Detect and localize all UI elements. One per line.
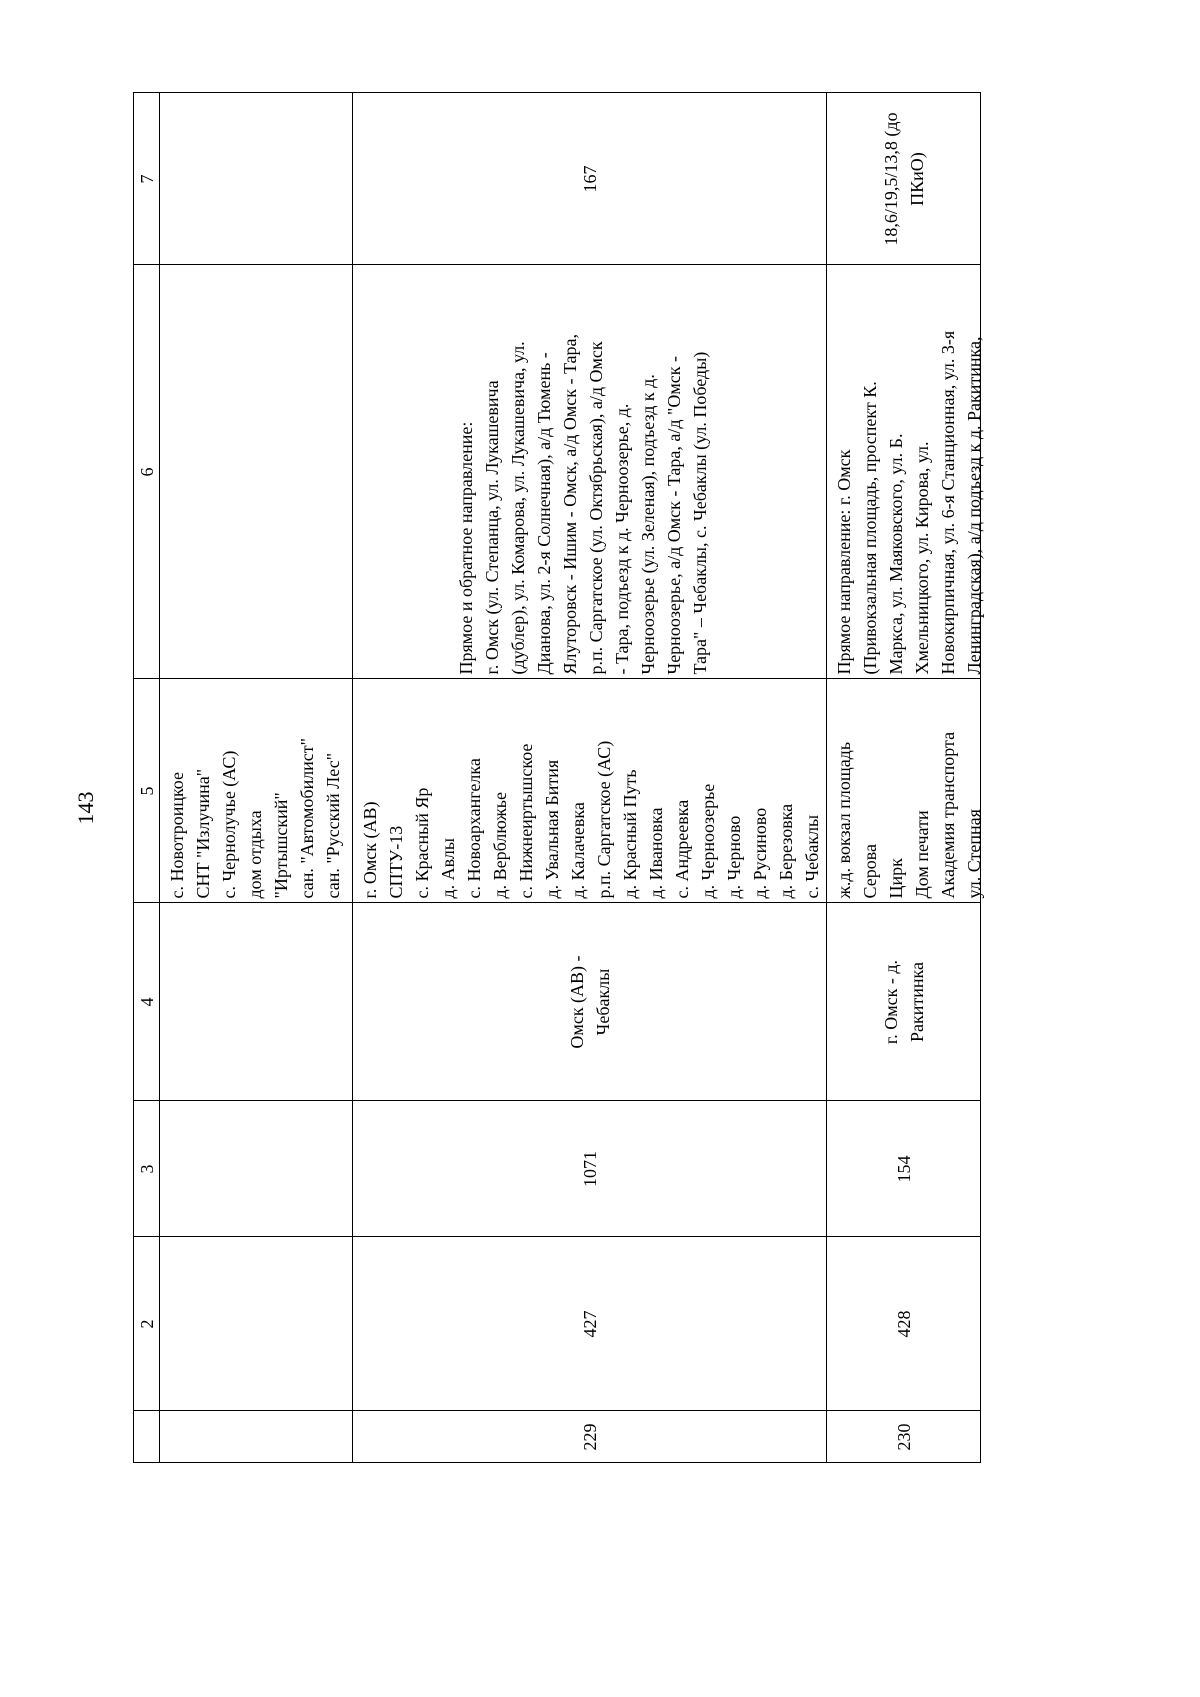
stop-name: д. Красный Путь	[620, 768, 640, 898]
num-text: 229	[579, 1423, 600, 1450]
cell-length	[827, 1101, 980, 1236]
cell-path	[353, 265, 826, 678]
cell-num	[827, 1411, 980, 1462]
stops-text	[831, 683, 987, 898]
header-cell	[134, 903, 159, 1100]
cell-route	[827, 1237, 980, 1410]
path-line: (дублер), ул. Комарова, ул. Лукашевича, ул.	[508, 340, 528, 674]
cell-interval	[160, 93, 352, 264]
stop-name: р.п. Саргатское (АС)	[594, 740, 614, 898]
stop-name: "Иртышский"	[271, 791, 291, 898]
stop-name: с. Новотроицкое	[167, 771, 187, 898]
cell-stops	[160, 679, 352, 902]
cell-interval	[353, 93, 826, 264]
name-line: г. Омск - д.	[880, 959, 901, 1044]
stop-name: Серова	[860, 843, 880, 898]
stop-name: д. Ивановка	[646, 806, 666, 898]
cell-path	[827, 265, 984, 678]
header-cell	[134, 93, 159, 264]
header-label: 4	[136, 997, 157, 1006]
name-line: Чебаклы	[592, 968, 613, 1035]
name-text	[564, 907, 616, 1096]
path-line: Маркса, ул. Маяковского, ул. Б.	[886, 433, 906, 674]
cell-length	[160, 1101, 352, 1236]
stop-name: с. Чебаклы	[802, 814, 822, 898]
stop-name: д. Авлы	[438, 837, 458, 898]
stop-name: сан. "Русский Лес"	[323, 752, 343, 898]
path-line: (Привокзальная площадь, проспект К.	[860, 380, 880, 674]
cell-path	[160, 265, 352, 678]
header-label: 6	[136, 467, 157, 476]
header-cell	[134, 679, 159, 902]
cell-name	[353, 903, 826, 1100]
header-label: 7	[136, 174, 157, 183]
path-line: Новокирпичная, ул. 6-я Станционная, ул. 3-я	[938, 330, 958, 674]
stop-name: д. Калачевка	[568, 801, 588, 898]
cell-num	[160, 1411, 352, 1462]
path-line: Хмельницкого, ул. Кирова, ул.	[912, 440, 932, 674]
header-label: 5	[136, 786, 157, 795]
path-line: Ленинградская), а/д подъезд к д. Ракитинка,	[964, 336, 984, 674]
interval-text: 167	[579, 165, 600, 192]
stop-name: сан. "Автомобилист"	[297, 737, 317, 898]
stop-name: д. Верблюжье	[490, 791, 510, 898]
header-cell	[134, 1237, 159, 1410]
header-cell	[134, 1101, 159, 1236]
name-line: Омск (АВ) -	[566, 954, 587, 1049]
stop-name: ул. Степная	[964, 808, 984, 898]
page-number-text: 143	[73, 791, 98, 825]
header-label: 2	[136, 1319, 157, 1328]
stops-text	[357, 683, 825, 898]
route-text: 428	[893, 1310, 914, 1337]
path-text	[453, 269, 713, 674]
path-line: Ялуторовск - Ишим - Омск, а/д Омск - Тара,	[560, 333, 580, 674]
stop-name: дом отдыха	[245, 809, 265, 898]
stop-name: д. Увальная Бития	[542, 759, 562, 898]
stop-name: ж.д. вокзал площадь	[834, 741, 854, 898]
cell-route	[353, 1237, 826, 1410]
stops-text	[164, 683, 346, 898]
stop-name: с. Нижнеиртышское	[516, 743, 536, 898]
cell-interval	[827, 93, 980, 264]
path-line: Прямое и обратное направление:	[456, 421, 476, 674]
name-text	[878, 907, 930, 1096]
name-line: Ракитинка	[906, 961, 927, 1042]
header-cell	[134, 265, 159, 678]
route-text: 427	[579, 1310, 600, 1337]
stop-name: с. Чернолучье (АС)	[219, 750, 239, 898]
path-line: Дианова, ул. 2-я Солнечная), а/д Тюмень -	[534, 351, 554, 674]
stop-name: д. Березовка	[776, 803, 796, 898]
cell-name	[160, 903, 352, 1100]
length-text: 154	[893, 1155, 914, 1182]
stop-name: с. Новоархангелка	[464, 757, 484, 898]
interval-line: ПКиО)	[906, 151, 927, 206]
cell-num	[353, 1411, 826, 1462]
header-cell	[134, 1411, 159, 1462]
cell-stops	[353, 679, 826, 902]
path-line: Черноозерье (ул. Зеленая), подъезд к д.	[638, 373, 658, 674]
cell-length	[353, 1101, 826, 1236]
path-line: - Тара, подъезд к д. Черноозерье, д.	[612, 403, 632, 674]
path-line: Прямое направление: г. Омск	[834, 449, 854, 674]
num-text: 230	[893, 1423, 914, 1450]
path-line: Черноозерье, а/д Омск - Тара, а/д "Омск -	[664, 355, 684, 674]
stop-name: д. Черноозерье	[698, 783, 718, 898]
cell-stops	[827, 679, 984, 902]
table-rule-h	[133, 1462, 981, 1463]
stop-name: д. Русиново	[750, 807, 770, 898]
header-label: 3	[136, 1164, 157, 1173]
stop-name: с. Красный Яр	[412, 787, 432, 898]
path-text	[831, 269, 987, 674]
path-line: г. Омск (ул. Степанца, ул. Лукашевича	[482, 379, 502, 674]
stop-name: с. Андреевка	[672, 799, 692, 898]
path-line: р.п. Саргатское (ул. Октябрьская), а/д Омск	[586, 340, 606, 674]
stop-name: СПТУ-13	[386, 825, 406, 898]
stop-name: СНТ "Излучина"	[193, 768, 213, 898]
interval-line: 18,6/19,5/13,8 (до	[880, 111, 901, 246]
stop-name: д. Черново	[724, 815, 744, 898]
stop-name: Дом печати	[912, 809, 932, 898]
stop-name: Цирк	[886, 857, 906, 898]
interval-text	[878, 97, 930, 260]
cell-route	[160, 1237, 352, 1410]
stop-name: г. Омск (АВ)	[360, 801, 380, 898]
length-text: 1071	[579, 1150, 600, 1187]
stop-name: Академия транспорта	[938, 731, 958, 898]
path-line: Тара" – Чебаклы, с. Чебаклы (ул. Победы)	[690, 351, 710, 674]
cell-name	[827, 903, 980, 1100]
